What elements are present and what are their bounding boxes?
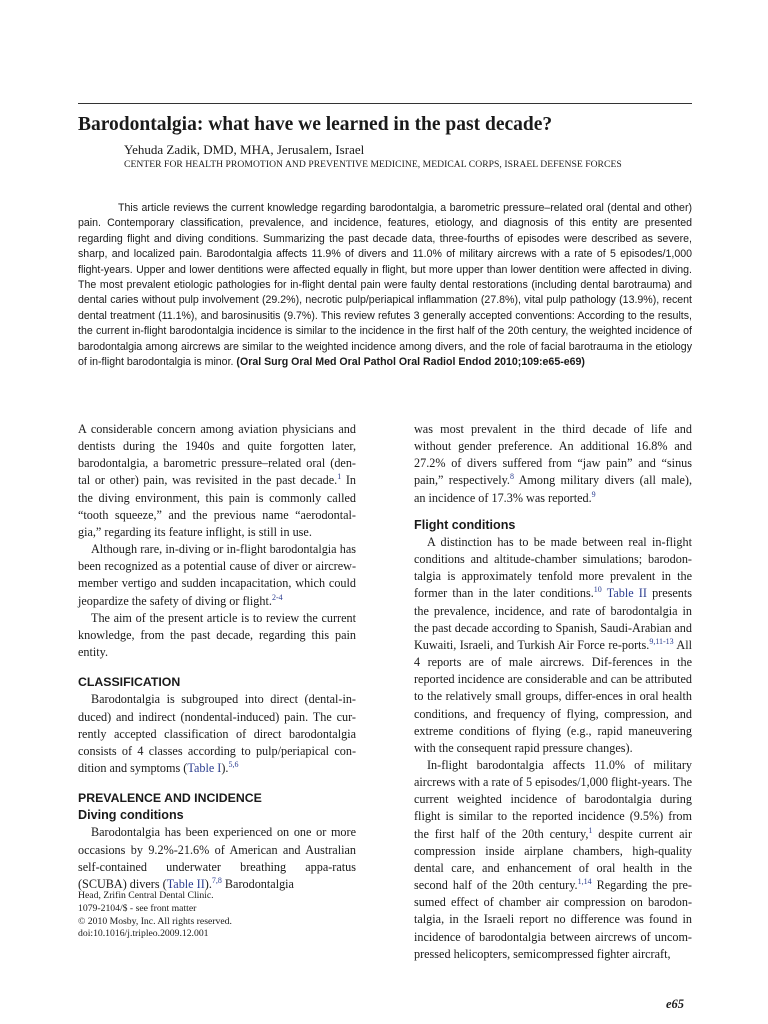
left-column bbox=[78, 421, 356, 893]
diving-paragraph: Barodontalgia has been experienced on one or more occasions by 9.2%-21.6% of American and Australian self-contained underwater breathing appa-ratus (SCUBA) divers (Table II).$^{7,8}$ Barodontalgia bbox=[78, 825, 356, 891]
table-link[interactable]: Table II bbox=[166, 876, 205, 891]
author-line: Yehuda Zadik, DMD, MHA, Jerusalem, Israel bbox=[124, 142, 365, 157]
reference-marker[interactable]: 9,11-13 bbox=[649, 636, 674, 646]
abstract bbox=[78, 201, 692, 370]
reference-marker[interactable]: 1,14 bbox=[577, 877, 592, 886]
table-link[interactable]: Table I bbox=[187, 760, 222, 775]
intro-paragraph-2: Although rare, in-diving or in-flight barodontalgia has been recognized as a potential cause of diver or aircrew-member vertigo and sudden incapacitation, which could jeopardize the safety of diving or flight.$^{2-4}$ bbox=[78, 542, 356, 608]
abstract-citation: (Oral Surg Oral Med Oral Pathol Oral Radiol Endod 2010;109:e65-e69) bbox=[236, 356, 585, 369]
page-number: e65 bbox=[666, 997, 685, 1011]
footnote-issn: 1079-2104/$ - see front matter bbox=[78, 902, 197, 914]
reference-marker[interactable]: 5,6 bbox=[228, 759, 239, 769]
intro-paragraph-3: The aim of the present article is to review the current knowledge, from the past decade, regarding this pain entity. bbox=[78, 610, 356, 660]
footnote-affiliation: Head, Zrifin Central Dental Clinic. bbox=[78, 890, 214, 901]
table-link[interactable]: Table II bbox=[606, 586, 647, 601]
reference-marker[interactable]: 1 bbox=[588, 825, 593, 835]
section-heading-prevalence: PREVALENCE AND INCIDENCE bbox=[78, 791, 262, 806]
subsection-heading-diving: Diving conditions bbox=[78, 808, 184, 823]
right-column bbox=[414, 421, 692, 963]
flight-paragraph-1: A distinction has to be made between real in-flight conditions and altitude-chamber simulations; barodon-talgia is approximately tenfold more prevalent in the former than in the later conditions.$^{10}$ Table II presents the prevalence, incidence, and rate of barodontalgia in the past decade according to Spanish, Saudi-Arabian and Kuwaiti, Israeli, and Turkish Air Force re-ports.$^{9,11-13}$ All 4 reports are of male aircrews. Dif-ferences in the reported incidence are considerable and can be attributed to the relatively small groups, differ-ences in oral health conditions, and frequency of flying, compression, and extreme conditions of flying (e.g., rapid maneuvering with the consequent rapid pressure changes). bbox=[414, 534, 693, 755]
reference-marker[interactable]: 2-4 bbox=[271, 592, 283, 602]
header-rule bbox=[78, 103, 692, 104]
diving-paragraph-continued: was most prevalent in the third decade of life and without gender preference. An additional 16.8% and 27.2% of divers suffered from “jaw pain” and “sinus pain,” respectively.$^8$ Among military divers (all male), an incidence of 17.3% was reported.$^9$ bbox=[414, 422, 692, 505]
section-heading-classification: CLASSIFICATION bbox=[78, 675, 181, 690]
intro-paragraph-1: A considerable concern among aviation physicians and dentists during the 1940s and quite forgotten later, barodontalgia, a barometric pressure–related oral (den-tal or other) pain, was revisited in the past decade.$^1$ In the diving environment, this pain is commonly called “tooth squeeze,” and the previous name “aerodontal-gia,” regarding its feature inflight, is still in use. bbox=[78, 422, 356, 539]
classification-paragraph: Barodontalgia is subgrouped into direct (dental-in-duced) and indirect (nondental-induced) pain. The cur-rently accepted classification of direct barodontalgia consists of 4 classes according to pulp/periapical con-dition and symptoms (Table I).$^{5,6}$ bbox=[78, 692, 356, 775]
footnote-doi[interactable]: doi:10.1016/j.tripleo.2009.12.001 bbox=[78, 928, 209, 940]
affiliation: CENTER FOR HEALTH PROMOTION AND PREVENTIVE MEDICINE, MEDICAL CORPS, ISRAEL DEFENSE FORCES bbox=[124, 159, 622, 170]
reference-marker[interactable]: 10 bbox=[593, 585, 602, 595]
footnote-copyright: © 2010 Mosby, Inc. All rights reserved. bbox=[78, 915, 232, 927]
reference-marker[interactable]: 7,8 bbox=[211, 875, 222, 885]
abstract-text: This article reviews the current knowledge regarding barodontalgia, a barometric pressure–related oral (dental and other) pain. Contemporary classification, prevalence, and incidence, features, etiology, and diagnosis of this entity are presented regarding flight and diving conditions. Summarizing the past decade data, three-fourths of episodes were described as severe, sharp, and localized pain. Barodontalgia affects 11.9% of divers and 11.0% of military aircrews with a rate of 5 episodes/1,000 flight-years. Upper and lower dentitions were affected equally in flight, but more upper than lower dentition were affected in diving. The most prevalent etiologic pathologies for in-flight dental pain were faulty dental restorations (including dental barotrauma) and dental caries without pulp involvement (29.2%), necrotic pulp/periapical inflammation (27.8%), vital pulp pathology (13.9%), recent dental treatment (11.1%), and barosinusitis (9.7%). This review refutes 3 generally accepted conventions: According to the results, the current in-flight barodontalgia incidence is similar to the incidence in the first half of the 20th century, the weighted incidence of barodontalgia among aircrews are similar to the weighted incidence among divers, and the role of facial barotrauma in the etiology of in-flight barodontalgia is minor. bbox=[78, 202, 692, 369]
reference-marker[interactable]: 1 bbox=[337, 472, 342, 482]
flight-paragraph-2: In-flight barodontalgia affects 11.0% of military aircrews with a rate of 5 episodes/1,000 flight-years. The current weighted incidence of barodontalgia during flight is similar to the reported incidence (9.5%) from the first half of the 20th century,$^1$ despite current air compression inside airplane chambers, high-quality dental care, and enhancement of oral health in the second half of the 20th century.$^{1,14}$ Regarding the pre-sumed effect of chamber air compression on barodon-talgia, in the Israeli report no difference was found in incidence of barodontalgia between aircrews of uncom-pressed helicopters, semicompressed fighter aircraft, bbox=[414, 757, 692, 961]
reference-marker[interactable]: 9 bbox=[591, 489, 596, 499]
footnote bbox=[78, 890, 358, 941]
article-title: Barodontalgia: what have we learned in the past decade? bbox=[78, 114, 553, 135]
reference-marker[interactable]: 8 bbox=[509, 472, 514, 482]
subsection-heading-flight: Flight conditions bbox=[414, 517, 516, 532]
